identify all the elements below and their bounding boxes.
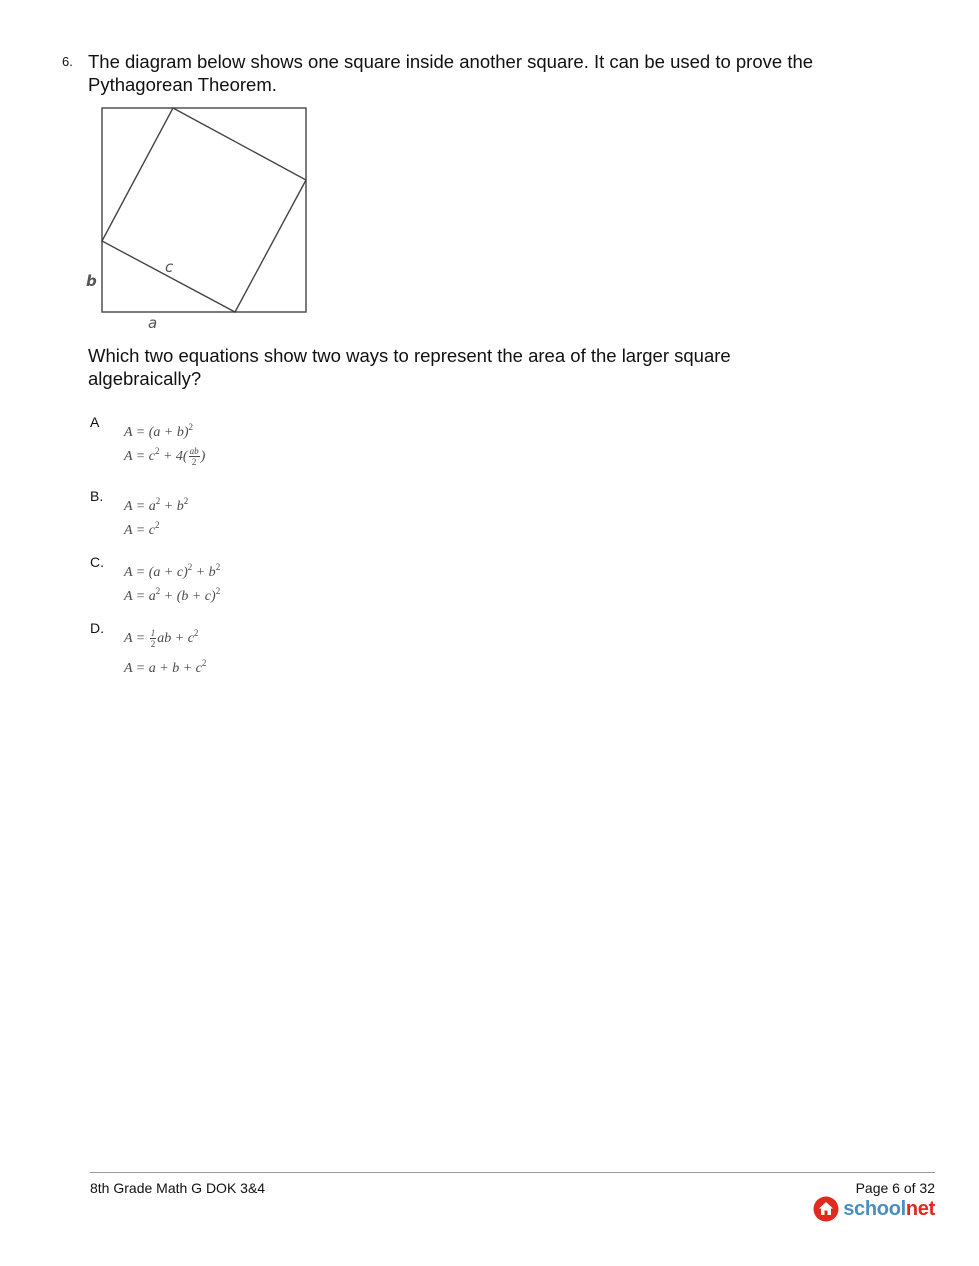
question-text: Which two equations show two ways to represent the area of the larger square algebraically? — [88, 345, 731, 389]
choice-c-equation-1: $A = (a + c)^2 + b^2$ — [124, 562, 221, 580]
label-c: c — [165, 258, 174, 276]
choice-d-equation-1: A = $\frac{1}{2}$ ab + $c^2$ — [124, 628, 199, 650]
choice-b-equation-2: $A = c^2$ — [124, 520, 160, 538]
logo-wordmark: schoolnet — [843, 1197, 935, 1220]
footer-divider — [90, 1172, 935, 1173]
house-icon — [813, 1196, 839, 1222]
choice-a-equation-2: $A = c^2 + 4$( $\frac{ab}{2}$ ) — [124, 446, 206, 468]
choice-a-equation-1: $A = (a + b)^2$ — [124, 422, 194, 440]
outer-square — [102, 108, 306, 312]
inner-square — [102, 108, 306, 312]
choice-c-equation-2: $A = a^2 + (b + c)^2$ — [124, 586, 221, 604]
label-a: a — [148, 314, 158, 332]
question-number: 6. — [62, 54, 73, 69]
choice-c-letter: C. — [90, 554, 104, 570]
pythagorean-square-diagram — [82, 104, 314, 336]
choice-a-letter: A — [90, 414, 100, 430]
question-prompt: The diagram below shows one square inside another square. It can be used to prove the Pythagorean Theorem. — [88, 51, 814, 95]
label-b: b — [86, 272, 97, 290]
page-indicator: Page 6 of 32 — [855, 1180, 935, 1196]
footer-title: 8th Grade Math G DOK 3&4 — [90, 1180, 266, 1196]
schoolnet-logo — [813, 1195, 935, 1223]
choice-d-letter: D. — [90, 620, 104, 636]
choice-b-equation-1: $A = a^2 + b^2$ — [124, 496, 189, 514]
choice-d-equation-2: $A = a + b + c^2$ — [124, 658, 207, 676]
choice-b-letter: B. — [90, 488, 104, 504]
